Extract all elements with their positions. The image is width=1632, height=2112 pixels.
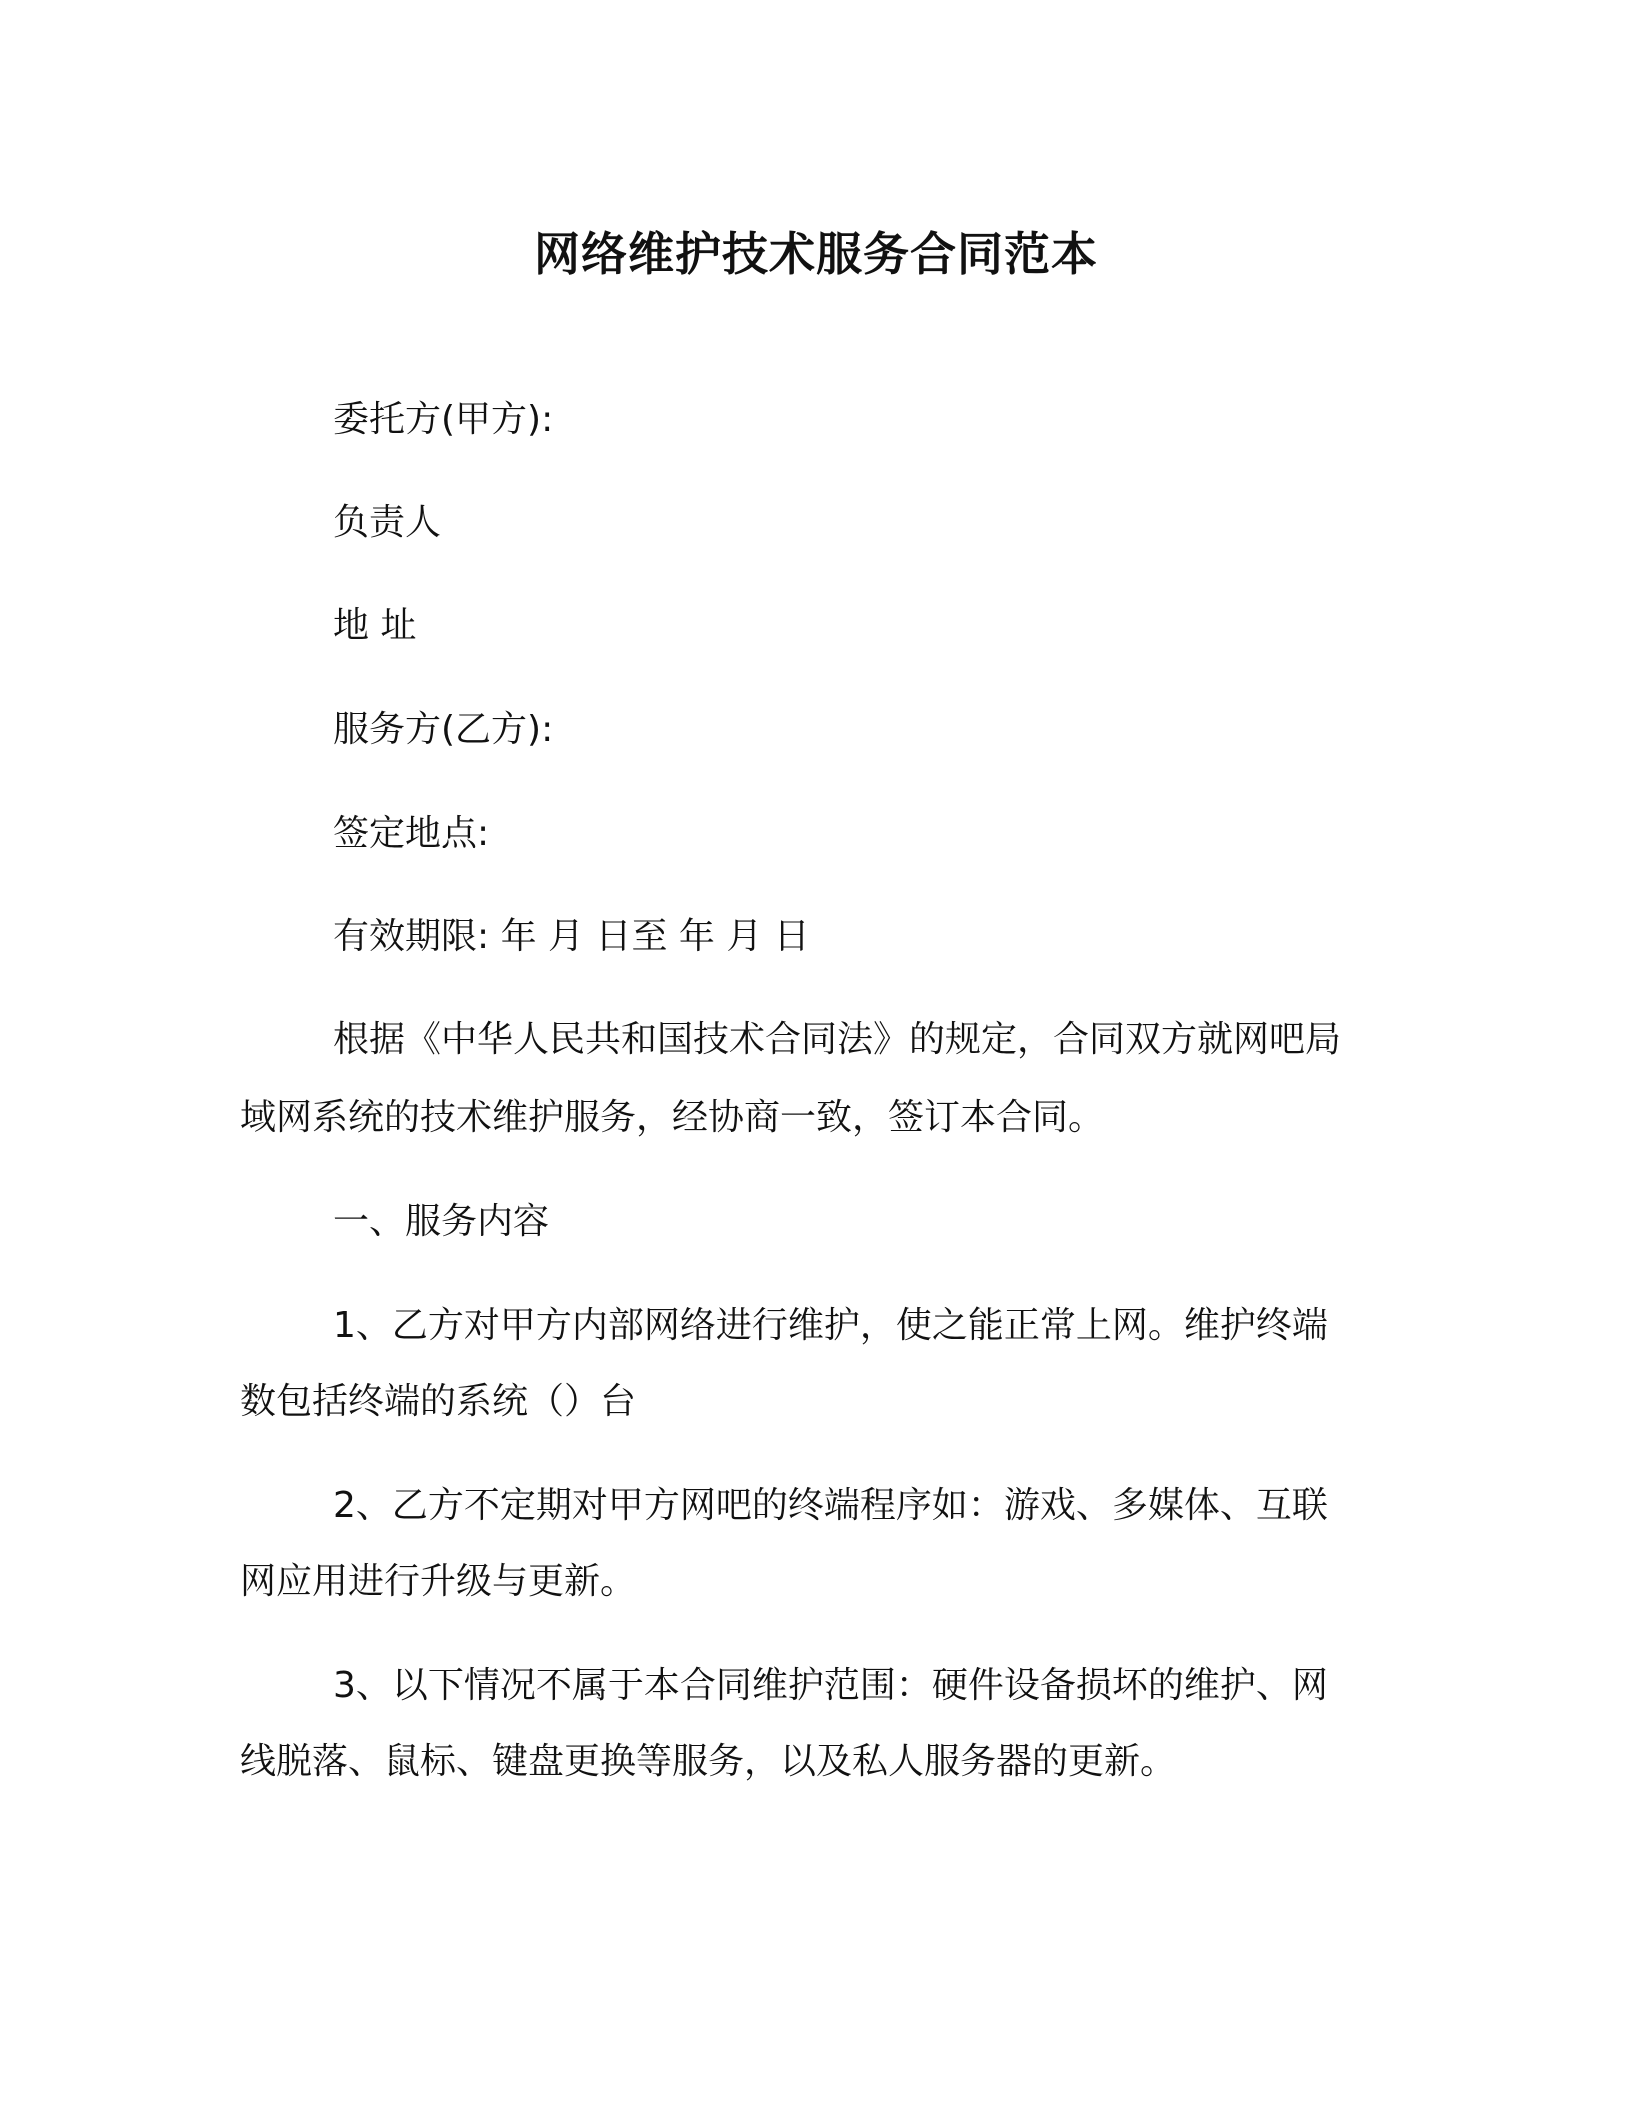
item-2-line-1: 2、乙方不定期对甲方网吧的终端程序如：游戏、多媒体、互联: [333, 1485, 1328, 1526]
item-1-line-1: 1、乙方对甲方内部网络进行维护，使之能正常上网。维护终端: [333, 1305, 1328, 1346]
provider-field: 服务方(乙方):: [333, 709, 554, 750]
section-heading: 一、服务内容: [333, 1201, 550, 1242]
address-field: 地 址: [333, 605, 417, 646]
item-3-line-1: 3、以下情况不属于本合同维护范围：硬件设备损坏的维护、网: [333, 1665, 1328, 1706]
preamble-line-1: 根据《中华人民共和国技术合同法》的规定，合同双方就网吧局: [333, 1019, 1342, 1060]
person-in-charge-field: 负责人: [333, 502, 442, 543]
item-1-line-2: 数包括终端的系统（）台: [240, 1381, 637, 1422]
validity-field: 有效期限: 年 月 日至 年 月 日: [333, 916, 810, 957]
preamble-line-2: 域网系统的技术维护服务，经协商一致，签订本合同。: [240, 1097, 1105, 1138]
client-field: 委托方(甲方):: [333, 399, 554, 440]
signing-place-field: 签定地点:: [333, 813, 490, 854]
item-2-line-2: 网应用进行升级与更新。: [240, 1561, 637, 1602]
item-3-line-2: 线脱落、鼠标、键盘更换等服务，以及私人服务器的更新。: [240, 1741, 1177, 1782]
document-title: 网络维护技术服务合同范本: [534, 227, 1098, 281]
